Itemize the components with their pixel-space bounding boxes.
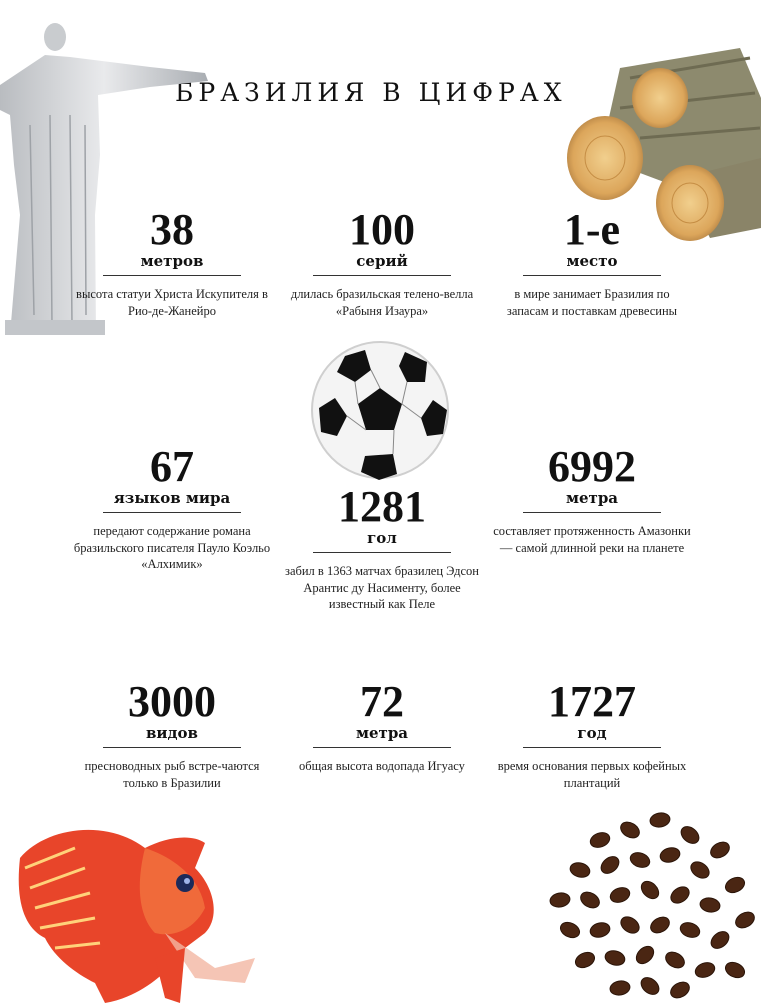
stat-description: длилась бразильская телено-велла «Рабыня Изаура» — [290, 287, 474, 318]
divider — [313, 747, 451, 748]
stat-unit: метров — [140, 252, 204, 270]
divider — [103, 512, 241, 513]
stat-wood-rank — [477, 205, 707, 319]
stat-description: передают содержание романа бразильского писателя Пауло Коэльо «Алхимик» — [73, 524, 271, 571]
stat-unit: языков мира — [113, 489, 231, 507]
stat-description: забил в 1363 матчах бразилец Эдсон Арантис ду Насименту, более известный как Пеле — [285, 564, 479, 611]
stat-iguazu-height — [267, 677, 497, 775]
stat-description: в мире занимает Бразилия по запасам и поставкам древесины — [506, 287, 678, 318]
stat-unit: серий — [356, 252, 408, 270]
stat-pele-goals — [267, 482, 497, 613]
stat-description: составляет протяженность Амазонки — самой длинной реки на планете — [493, 524, 691, 555]
stat-unit: метра — [355, 724, 409, 742]
stat-telenovela-episodes — [267, 205, 497, 319]
stat-alchemist-languages — [57, 442, 287, 573]
divider — [523, 512, 661, 513]
divider — [313, 275, 451, 276]
stat-number: 67 — [150, 442, 194, 491]
stat-number: 1727 — [548, 677, 636, 726]
stat-amazon-length — [477, 442, 707, 556]
stat-number: 72 — [360, 677, 404, 726]
stat-description: время основания первых кофейных плантаций — [497, 759, 687, 790]
divider — [103, 275, 241, 276]
stat-number: 6992 — [548, 442, 636, 491]
coffee-beans-image — [540, 800, 761, 1004]
divider — [523, 747, 661, 748]
red-fish-image — [15, 808, 260, 1004]
divider — [523, 275, 661, 276]
stat-number: 38 — [150, 205, 194, 254]
stat-description: пресноводных рыб встре-чаются только в Бразилии — [84, 759, 260, 790]
stat-unit: видов — [146, 724, 198, 742]
stat-description: общая высота водопада Игуасу — [299, 759, 465, 773]
divider — [313, 552, 451, 553]
stat-unit: метра — [565, 489, 619, 507]
soccer-ball-image — [305, 338, 455, 483]
stat-fish-species — [57, 677, 287, 791]
page-title: БРАЗИЛИЯ В ЦИФРАХ — [175, 78, 567, 107]
stat-number: 100 — [349, 205, 415, 254]
stat-number: 1-е — [563, 205, 621, 254]
stat-statue-height — [57, 205, 287, 319]
stat-unit: гол — [367, 529, 397, 547]
divider — [103, 747, 241, 748]
stat-unit: место — [566, 252, 618, 270]
stat-description: высота статуи Христа Искупителя в Рио-де-Жанейро — [76, 287, 268, 318]
stat-number: 1281 — [338, 482, 426, 531]
stat-coffee-year — [477, 677, 707, 791]
stat-unit: год — [577, 724, 607, 742]
stat-number: 3000 — [128, 677, 216, 726]
